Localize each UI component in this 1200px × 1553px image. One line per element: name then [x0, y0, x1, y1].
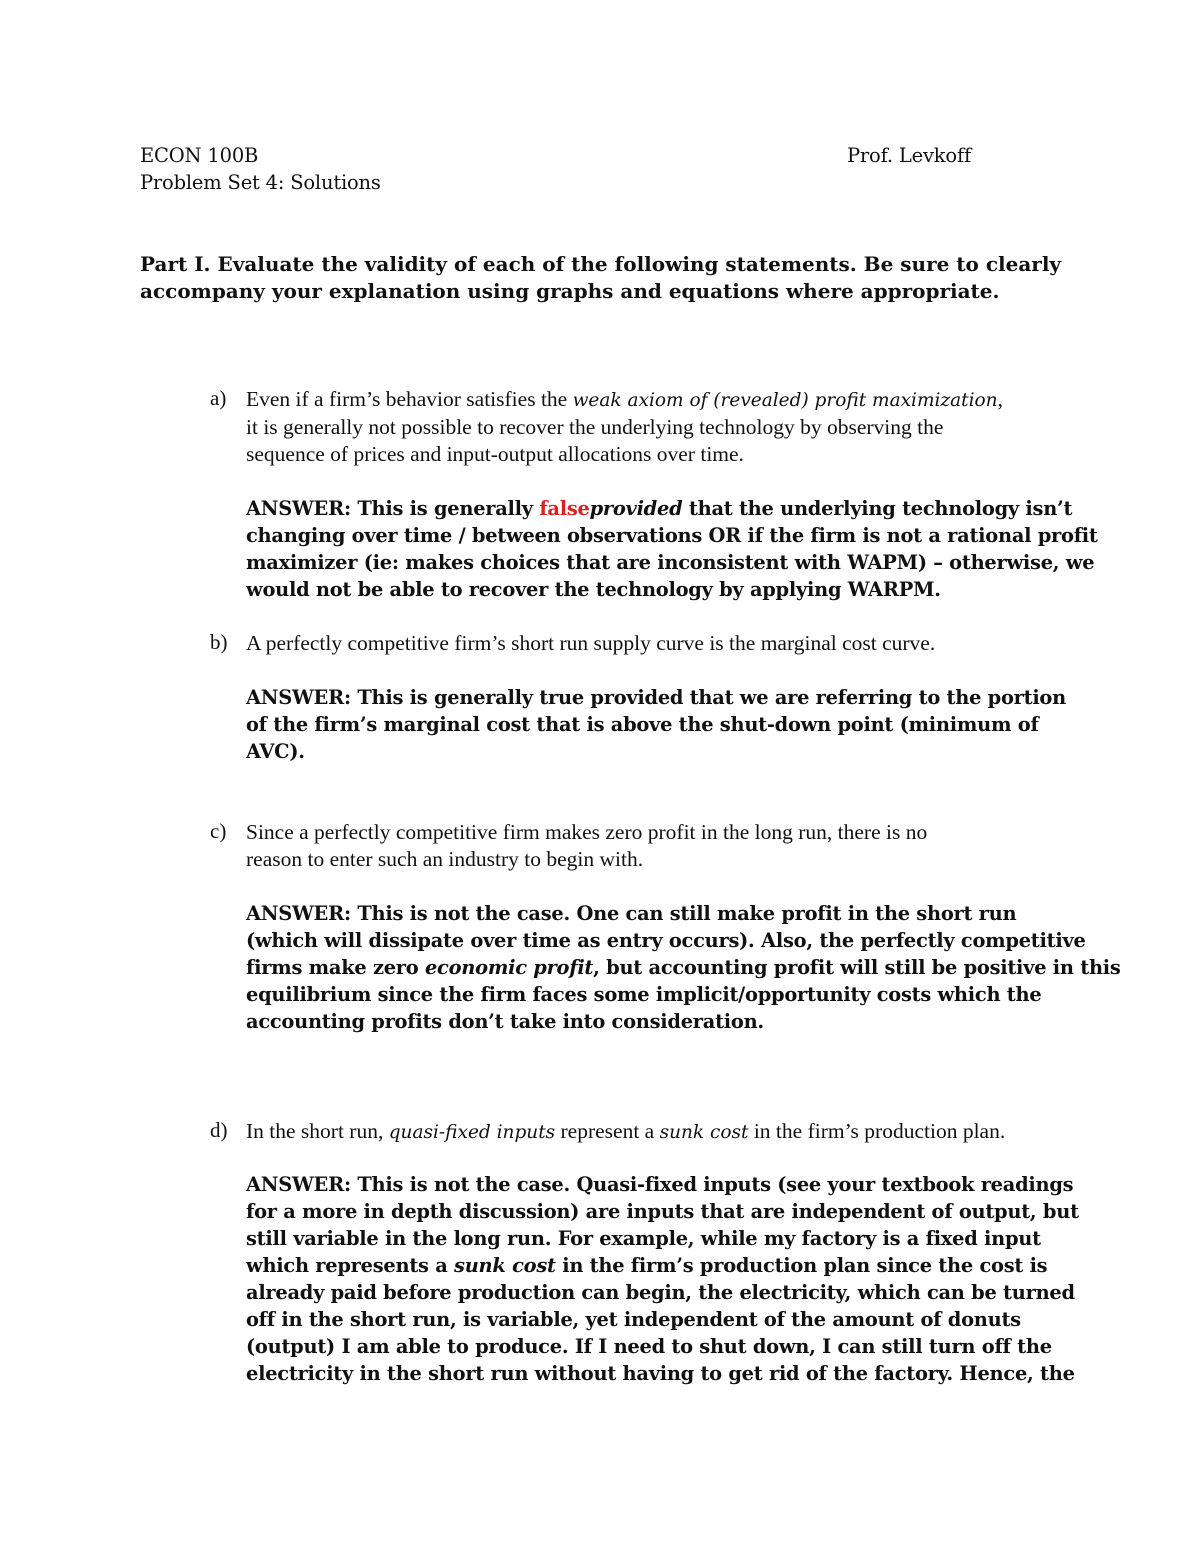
answer-line: (output) I am able to produce. If I need to shut down, I can still turn off the	[246, 1335, 1052, 1358]
answer-line: electricity in the short run without having to get rid of the factory. Hence, the	[246, 1362, 1075, 1385]
question-text: represent a	[555, 1119, 660, 1143]
question-line: A perfectly competitive firm’s short run supply curve is the marginal cost curve.	[246, 631, 936, 655]
answer-line: changing over time / between observations OR if the firm is not a rational profit	[246, 524, 1098, 547]
answer-a	[246, 495, 1098, 603]
answer-line: equilibrium since the firm faces some implicit/opportunity costs which the	[246, 983, 1042, 1006]
problem-set-title: Problem Set 4: Solutions	[140, 171, 381, 194]
question-text: In the short run,	[246, 1119, 389, 1143]
question-c-text	[246, 819, 1066, 873]
answer-line: AVC).	[246, 740, 305, 763]
answer-c	[246, 900, 1121, 1035]
question-marker: c)	[210, 819, 227, 843]
answer-text: ANSWER: This is generally	[246, 497, 540, 520]
answer-line: of the firm’s marginal cost that is above the shut-down point (minimum of	[246, 713, 1039, 736]
answer-text: which represents a	[246, 1254, 455, 1277]
question-line	[246, 386, 1066, 414]
emphasis-term: provided	[589, 497, 683, 520]
answer-text: in the firm’s production plan since the cost is	[555, 1254, 1048, 1277]
answer-line	[246, 1252, 1086, 1279]
question-marker: d)	[210, 1118, 228, 1142]
question-line: reason to enter such an industry to begin with.	[246, 847, 644, 871]
answer-line	[246, 495, 1086, 522]
question-a-text	[246, 386, 1066, 468]
professor-name: Prof. Levkoff	[847, 144, 971, 167]
emphasis-term: quasi-fixed inputs	[388, 1122, 556, 1143]
part-instructions	[140, 251, 1062, 305]
answer-line: ANSWER: This is not the case. Quasi-fixed inputs (see your textbook readings	[246, 1173, 1074, 1196]
emphasis-term: sunk cost	[659, 1122, 749, 1143]
question-line: Since a perfectly competitive firm makes zero profit in the long run, there is no	[246, 820, 928, 844]
answer-text: firms make zero	[246, 956, 425, 979]
question-line: sequence of prices and input-output allocations over time.	[246, 442, 744, 466]
question-b-text	[246, 630, 1066, 657]
question-marker: b)	[210, 630, 228, 654]
answer-line: already paid before production can begin, the electricity, which can be turned	[246, 1281, 1075, 1304]
question-text: ,	[997, 387, 1003, 411]
course-code: ECON 100B	[140, 144, 259, 167]
emphasis-term: economic profit	[424, 956, 594, 979]
question-line	[246, 1118, 1066, 1146]
question-text: in the firm’s production plan.	[748, 1119, 1006, 1143]
question-d-text	[246, 1118, 1066, 1146]
answer-line: still variable in the long run. For example, while my factory is a fixed input	[246, 1227, 1041, 1250]
highlight-false: false	[539, 497, 590, 520]
emphasis-term: sunk cost	[454, 1254, 556, 1277]
answer-line: ANSWER: This is generally true provided that we are referring to the portion	[246, 686, 1066, 709]
answer-line: for a more in depth discussion) are inputs that are independent of output, but	[246, 1200, 1079, 1223]
question-text: Even if a firm’s behavior satisfies the	[246, 387, 573, 411]
answer-d	[246, 1171, 1086, 1387]
answer-b	[246, 684, 1086, 765]
answer-line: off in the short run, is variable, yet independent of the amount of donuts	[246, 1308, 1021, 1331]
answer-text: , but accounting profit will still be positive in this	[593, 956, 1121, 979]
answer-line: would not be able to recover the technology by applying WARPM.	[246, 578, 941, 601]
answer-line	[246, 954, 1121, 981]
question-line: it is generally not possible to recover the underlying technology by observing the	[246, 415, 944, 439]
answer-line: maximizer (ie: makes choices that are inconsistent with WAPM) – otherwise, we	[246, 551, 1095, 574]
answer-line: (which will dissipate over time as entry occurs). Also, the perfectly competitive	[246, 929, 1086, 952]
part-instructions-line: Part I. Evaluate the validity of each of the following statements. Be sure to clearly	[140, 252, 1062, 276]
answer-text: that the underlying technology isn’t	[682, 497, 1073, 520]
answer-line: accounting profits don’t take into consideration.	[246, 1010, 764, 1033]
part-instructions-line: accompany your explanation using graphs and equations where appropriate.	[140, 279, 1000, 303]
question-marker: a)	[210, 386, 227, 410]
answer-line: ANSWER: This is not the case. One can still make profit in the short run	[246, 902, 1017, 925]
emphasis-term: weak axiom of (revealed) profit maximization	[572, 390, 998, 411]
